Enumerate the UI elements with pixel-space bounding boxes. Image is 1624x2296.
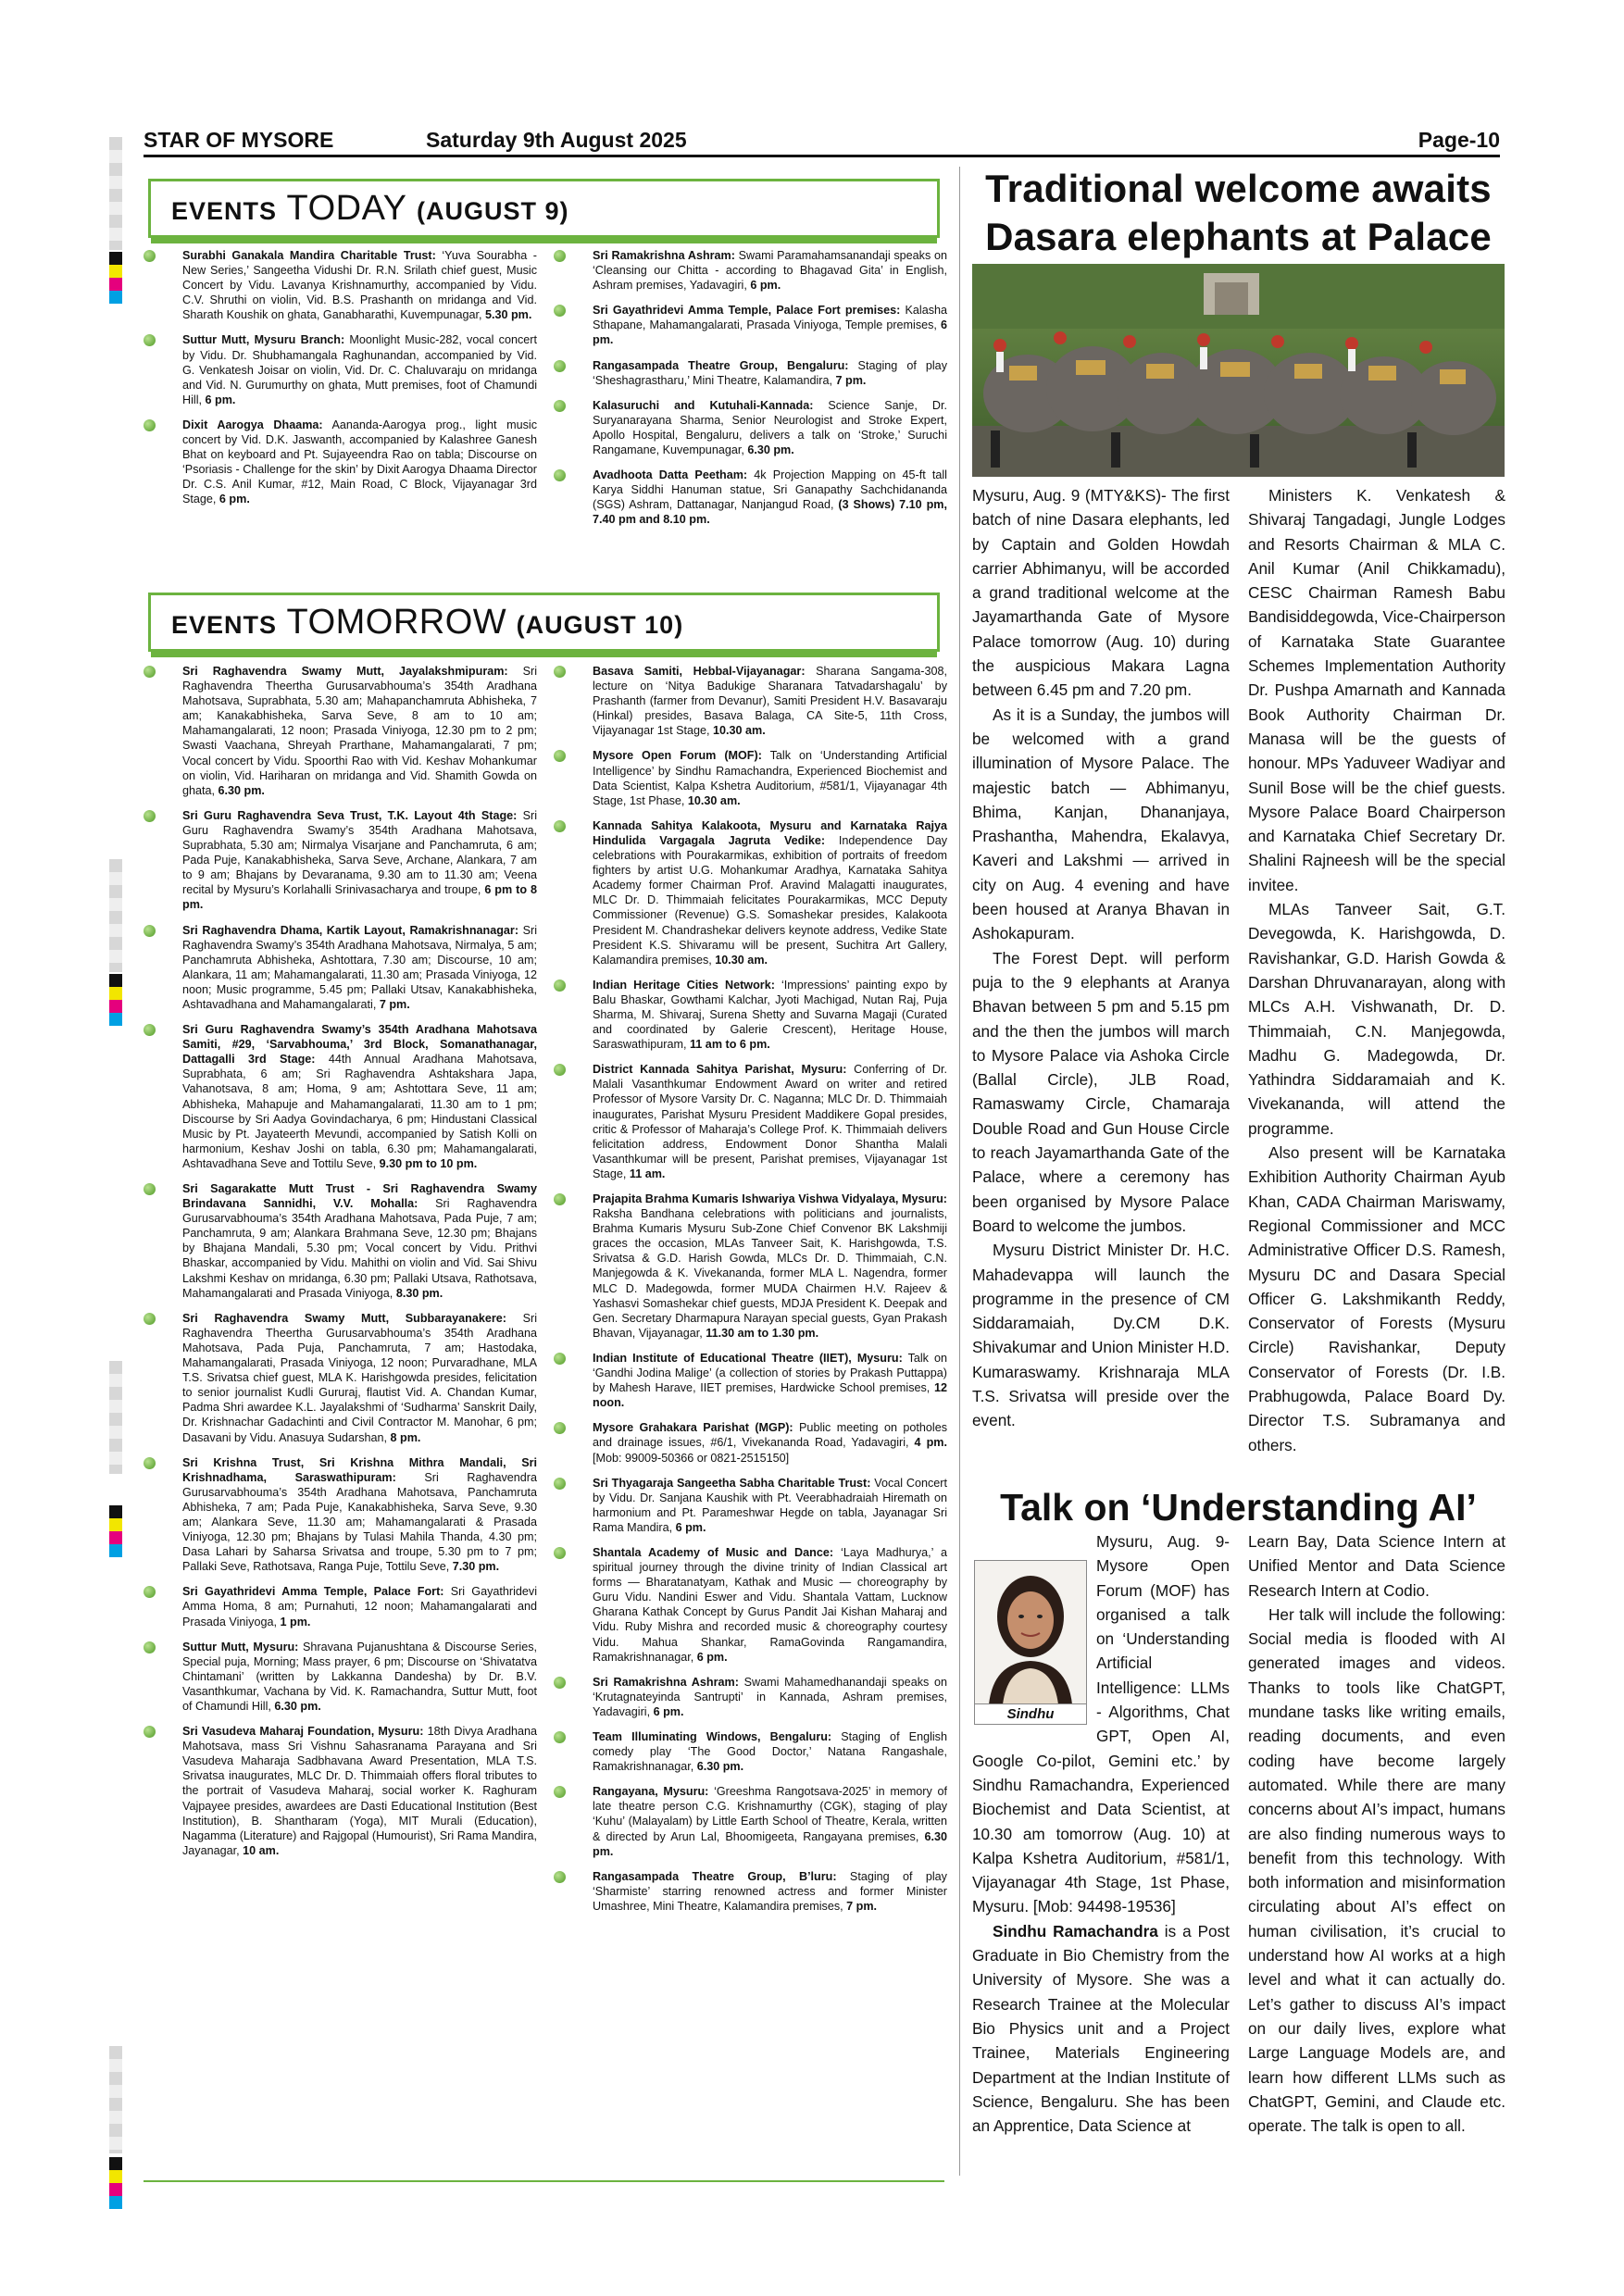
event-organiser: Sri Raghavendra Swamy Mutt, Subbarayanakere: [182, 1311, 506, 1325]
event-listing [554, 978, 947, 1052]
event-details: Raksha Bandhana celebrations with politicians and journalists, Brahma Kumaris Mysuru Sub-Zone Chief Convenor BK Lakshmiji graces the occasion, MLAs Tanveer Sait, K. Harishgowda, T.S. Srivatsa & G.D. Harish Gowda, MLCs Dr. D. Thimmaiah, C.N. Manjegowda & K. Vivekananda, former MLA L. Nagendra, former MLC D. Madegowda, former MUDA Chairmen H.V. Rajeev & Yashasvi Somashekar chief guests, MDJA President K. Deepak and Gen. Secretary Dharmapura Narayan special guests, Gyan Prakash Bhavan, Vijayanagar, [593, 1207, 947, 1340]
event-contact: [Mob: 99009-50366 or 0821-2515150] [593, 1451, 790, 1465]
event-details: Sri Raghavendra Gurusarvabhouma’s 354th Aradhana Mahotsava, Panchamruta Abhisheka, 7 am; Pada Puje, Kanakabhisheka, Sarva Seve, 9.30 am; Alankara Seve, 11.30 am; Mahamangalarati & Prasada Viniyoga, 12.30 pm; Bhajans by Tulasi Mahila Thanda, 4.30 pm; Dasa Lahari by Saharsa Srivatsa and troupe, 5.30 pm to 7 pm; Pallaki Seve, Rathotsava, Ranga Puje, Tottilu Seve, [182, 1470, 537, 1574]
bullet-icon [554, 469, 566, 481]
speaker-bio: is a Post Graduate in Bio Chemistry from the University of Mysore. She was a Research Trainee at the Molecular Bio Physics unit and a Project Trainee, Materials Engineering Department at the Indian Institute of Science, Bengaluru. She has been an Apprentice, Data Science at [972, 1921, 1230, 2136]
article-paragraph: Ministers K. Venkatesh & Shivaraj Tangadagi, Jungle Lodges and Resorts Chairman & MLA C. Anil Kumar (Anil Chikkamadu), CESC Chairman Ramesh Babu Bandisiddegowda, Vice-Chairperson of Karnataka State Guarantee Schemes Implementation Authority Dr. Pushpa Amarnath and Kannada Book Authority Chairman Dr. Manasa will be the guests of honour. MPs Yaduveer Wadiyar and Sunil Bose will be the chief guests. Mysore Palace Board Chairperson and Karnataka Chief Secretary Dr. Shalini Rajneesh will be the special invitee. [1248, 486, 1505, 894]
event-details: ‘Impressions’ painting expo by Balu Bhaskar, Gowthami Kalchar, Jyoti Machigad, Nutan Raj, Puja Sharma, M. Shivaraj, Surena Shetty and Suvarna Magaji (Curated and coordinated by Galerie Crescent), Heritage House, Saraswathipuram, [593, 978, 947, 1052]
bullet-icon [144, 250, 156, 262]
event-details: Talk on ‘Gandhi Jodina Malige’ (a collection of stories by Prakash Puttappa) by Mahesh Harave, IIET premises, Hardwicke School premises, [593, 1351, 947, 1395]
event-organiser: Sri Ramakrishna Ashram: [593, 1675, 739, 1689]
event-time: 11.30 am to 1.30 pm. [706, 1326, 819, 1340]
event-details: 44th Annual Aradhana Mahotsava, Suprabhata, 6 am; Sri Raghavendra Ashtakshara Japa, Vahanotsava, 8 am; Homa, 9 am; Ashtottara Seve, 11 am; Abhisheka, Mahapuje and Mahamangalarati, 11.30 am to 1 pm; Discourse by Sri Aadya Govindacharya, 6 pm; Hindustani Classical Music by Pt. Jayateerth Mevundi, accompanied by Satish Kolli on harmonium, Keshav Joshi on tabla, 6.30 pm; Mahamangalarati, Ashtavadhana Seve and Tottilu Seve, [182, 1053, 537, 1170]
event-organiser: Mysore Grahakara Parishat (MGP): [593, 1421, 793, 1435]
event-time: 8 pm. [390, 1430, 421, 1444]
bullet-icon [144, 1641, 156, 1653]
events-today-banner [148, 179, 940, 238]
article-headline-elephants: Traditional welcome awaits Dasara elephants at Palace [985, 167, 1492, 258]
event-organiser: Indian Institute of Educational Theatre (IIET), Mysuru: [593, 1351, 903, 1365]
event-listing [144, 1455, 537, 1575]
bullet-icon [554, 1422, 566, 1434]
event-time: 6 pm. [675, 1520, 706, 1534]
article-paragraph: Her talk will include the following: Social media is flooded with AI generated images and videos. Thanks to tools like ChatGPT, mundane tasks like writing emails, reading documents, and even coding have become largely automated. While there are many concerns about AI’s impact, humans are also finding numerous ways to benefit from this technology. With both information and misinformation circulating about AI’s effect on human civilisation, it’s crucial to understand how AI works at a high level and what it can actually do. Let’s gather to discuss AI’s impact on our daily lives, explore what Large Language Models are, and learn how different LLMs such as ChatGPT, Gemini, and Claude etc. operate. The talk is open to all. [1248, 1604, 1505, 2136]
register-strip [109, 859, 122, 972]
event-organiser: Sri Raghavendra Dhama, Kartik Layout, Ramakrishnanagar: [182, 923, 519, 937]
event-details: Conferring of Dr. Malali Vasanthkumar Endowment Award on writer and retired Professor of Mysore Varsity Dr. C. Naganna; MLC Dr. D. Thimmaiah inaugurates, Parishat Mysuru President Maddikere Gopal presides, critic & Professor of Maharaja’s College Prof. K. Thimmaiah delivers felicitation address, Endowment Donor Shantha Malali Vasanthkumar will be present, Parishat premises, Vijayanagar 1st Stage, [593, 1063, 947, 1180]
article-ai-col2 [1248, 1529, 1505, 2138]
event-details: ‘Laya Madhurya,’ a spiritual journey through the divine trinity of Indian Classical art forms — Bharatanatyam, Kathak and Music — choreography by Guru Vidu. Nandini Eswer and Vidu. Shantala Vattam, Lucknow Gharana Kathak Concept by Gurus Pandit Jai Kishan Maharaj and Vidu. Ruby Mishra and recorded music & choreography courtesy Vidu. Mahua Shankar, RamaGovinda Rangamandira, Ramakrishnanagar, [593, 1545, 947, 1664]
event-organiser: Rangasampada Theatre Group, Bengaluru: [593, 358, 849, 372]
article-paragraph: Mysuru, Aug. 9 (MTY&KS)- The first batch of nine Dasara elephants, led by Captain and Golden Howdah carrier Abhimanyu, will be accorded a grand traditional welcome at the Jayamarthanda Gate of Mysore Palace tomorrow (Aug. 10) during the auspicious Makara Lagna between 6.45 pm and 7.20 pm. [972, 486, 1230, 700]
color-register-marks [109, 1505, 122, 1557]
event-time: 6 pm. [593, 318, 947, 347]
event-details: Sharana Sangama-308, lecture on ‘Nitya Badukige Sharanara Tatvadarshagalu’ by Prashanth (farmer from Devanur), Samiti President H.V. Basavaraju (Hinkal) presides, Basava Balaga, CA Site-5, 11th Cross, Vijayanagar 1st Stage, [593, 665, 947, 738]
event-details: Sri Guru Raghavendra Swamy’s 354th Aradhana Mahotsava, Suprabhata, 5.30 am; Nirmalya Visarjane and Panchamruta, 6 am; Pada Puje, Kanakabhisheka, Sarva Seve, Archane, Alankara, 7 am to 9 am; Bhajans by Devaranama, 9.30 am to 11.30 am; Veena recital by Mysuru’s Korlahalli Srinivasacharya and troupe, [182, 808, 537, 897]
event-organiser: Basava Samiti, Hebbal-Vijayanagar: [593, 665, 806, 678]
page-number: Page-10 [1418, 128, 1500, 152]
register-strip [109, 2046, 122, 2153]
event-details: Sri Raghavendra Theertha Gurusarvabhouma’s 354th Aradhana Mahotsava, Suprabhata, 5.30 am; Mahapanchamruta Abhisheka, 7 am; Kanakabhisheka, Sarva Seve, 8 am to 10 am; Mahamangalarati, 12 noon; Prasada Viniyoga, 12.30 pm to 2 pm; Swasti Vaachana, Shreyah Prarthane, Mahamangalarati, 7 pm; Vocal concert by Vidu. Spoorthi Rao with Vid. Keshav Mohankumar on violin, Vid. Hariharan on mridanga and Vid. Shamith Gowda on ghata, [182, 665, 538, 797]
bullet-icon [554, 1478, 566, 1490]
event-listing [554, 358, 947, 388]
event-details: Public meeting on potholes and drainage issues, #6/1, Vivekananda Road, Yadavagiri, [593, 1421, 947, 1450]
event-details: Kalasha Sthapane, Mahamangalarati, Prasada Viniyoga, Temple premises, [593, 304, 948, 332]
publication-name: STAR OF MYSORE [144, 128, 334, 152]
event-time: 7 pm. [846, 1899, 878, 1913]
article-paragraph: Mysuru, Aug. 9- Mysore Open Forum (MOF) has organised a talk on ‘Understanding Artificial Intelligence: LLMs - Algorithms, Chat GPT, Open AI, Google Co-pilot, Gemini etc.’ by Sindhu Ramachandra, Experienced Biochemist and Data Scientist, at 10.30 am tomorrow (Aug. 10) at Kalpa Kshetra Auditorium, #581/1, Vijayanagar 4th Stage, 1st Phase, Mysuru. [Mob: 94498-19536] [972, 1532, 1230, 1916]
event-listing [554, 398, 947, 457]
bullet-icon [554, 820, 566, 832]
event-organiser: Sri Raghavendra Swamy Mutt, Jayalakshmipuram: [182, 665, 508, 678]
event-organiser: Rangasampada Theatre Group, B’luru: [593, 1869, 837, 1883]
event-time: 6 pm. [219, 493, 250, 506]
bullet-icon [554, 1677, 566, 1689]
bullet-icon [144, 1457, 156, 1469]
event-details: Staging of play ‘Sharmiste’ starring renowned actress and former Minister Umashree, Mini Theatre, Kalamandira premises, [593, 1869, 947, 1913]
event-time: 6.30 pm. [274, 1700, 321, 1713]
bullet-icon [144, 1183, 156, 1195]
event-listing [144, 1181, 537, 1301]
event-organiser: Rangayana, Mysuru: [593, 1785, 709, 1799]
bullet-icon [554, 1786, 566, 1798]
color-register-marks [109, 974, 122, 1026]
article-paragraph [972, 1919, 1230, 2139]
event-listing [554, 1062, 947, 1181]
article-paragraph: Mysuru District Minister Dr. H.C. Mahadevappa will launch the programme in the presence of CM Siddaramaiah, Dy.CM D.K. Shivakumar and Union Minister H.D. Kumaraswamy. Krishnaraja MLA T.S. Srivatsa will preside over the event. [972, 1241, 1230, 1430]
event-organiser: Sri Gayathridevi Amma Temple, Palace Fort premises: [593, 304, 901, 318]
event-listing [144, 418, 537, 507]
event-time: 6 pm. [750, 279, 781, 293]
event-time: 9.30 pm to 10 pm. [379, 1156, 478, 1170]
bullet-icon [144, 1586, 156, 1598]
event-time: 6 pm to 8 pm. [182, 883, 537, 912]
article-paragraph: As it is a Sunday, the jumbos will be welcomed with a grand illumination of Mysore Palace. The majestic batch — Abhimanyu, Bhima, Kanjan, Dhananjaya, Prashantha, Mahendra, Ekalavya, Kaveri and Lakshmi — arrived in city on Aug. 4 evening and have been housed at Aranya Bhavan in Ashokapuram. [972, 705, 1230, 943]
event-listing [144, 1640, 537, 1714]
event-listing [554, 818, 947, 967]
article-ai-col1 [972, 1529, 1230, 2138]
issue-date: Saturday 9th August 2025 [426, 128, 687, 152]
events-tomorrow-title: EVENTS TOMORROW (AUGUST 10) [171, 603, 684, 642]
event-time: 11 am. [629, 1167, 666, 1180]
event-organiser: Shantala Academy of Music and Dance: [593, 1545, 834, 1559]
event-details: Staging of play ‘Sheshagrastharu,’ Mini Theatre, Kalamandira, [593, 358, 947, 387]
event-listing [144, 248, 537, 322]
event-organiser: Sri Gayathridevi Amma Temple, Palace Fort: [182, 1585, 444, 1599]
event-listing [144, 664, 537, 798]
event-time: 4 pm. [914, 1436, 947, 1450]
event-time: 10 am. [243, 1843, 280, 1857]
bullet-icon [554, 250, 566, 262]
event-organiser: Dixit Aarogya Dhaama: [182, 418, 323, 431]
event-listing [144, 923, 537, 1013]
events-today-left-column [144, 248, 537, 518]
event-time: (3 Shows) 7.10 pm, 7.40 pm and 8.10 pm. [593, 498, 947, 527]
event-details: Swami Paramahamsanandaji speaks on ‘Cleansing our Chitta - according to Bhagavad Gita’ in English, Ashram premises, Yadavagiri, [593, 249, 947, 293]
event-details: Aananda-Aarogya prog., light music concert by Vid. D.K. Jaswanth, accompanied by Kalashree Ganesh Bhat on keyboard and Pt. Sujayeendra Rao on tabla; Discourse on ‘Psoriasis - Challenge for the skin’ by Dixit Aarogya Dhaama Director Dr. C.S. Anil Kumar, #12, Main Road, C Block, Vijayanagar 3rd Stage, [182, 418, 537, 506]
event-listing [144, 808, 537, 913]
event-listing [554, 1729, 947, 1774]
bullet-icon [144, 666, 156, 678]
bullet-icon [554, 305, 566, 317]
event-listing [144, 1584, 537, 1628]
speaker-name: Sindhu Ramachandra [993, 1921, 1158, 1940]
event-organiser: Suttur Mutt, Mysuru Branch: [182, 333, 345, 347]
event-time: 11 am to 6 pm. [690, 1038, 770, 1052]
register-strip [109, 1361, 122, 1474]
event-organiser: Sri Guru Raghavendra Swamy’s 354th Aradhana Mahotsava Samiti, #29, ‘Sarvabhouma,’ 3rd Block, Somanathanagar, Dattagalli 3rd Stage: [182, 1023, 537, 1067]
event-time: 6.30 pm. [593, 1829, 947, 1858]
event-details: Science Sanje, Dr. Suryanarayana Sharma, Senior Neurologist and Stroke Expert, Apollo Hospital, Bengaluru, delivers a talk on ‘Stroke,’ Suruchi Rangamane, Kuvempunagar, [593, 398, 947, 457]
event-details: Talk on ‘Understanding Artificial Intelligence’ by Sindhu Ramachandra, Experienced Biochemist and Data Scientist, Kalpa Kshetra Auditorium, #581/1, Vijayanagar 4th Stage, 1st Phase, [593, 749, 947, 807]
event-time: 10.30 am. [715, 953, 768, 967]
event-organiser: Suttur Mutt, Mysuru: [182, 1640, 299, 1653]
color-register-marks [109, 2157, 122, 2209]
event-time: 5.30 pm. [484, 308, 532, 322]
events-tomorrow-banner [148, 593, 940, 652]
events-today-right-column [554, 248, 947, 538]
bullet-icon [554, 1871, 566, 1883]
event-time: 6.30 pm. [696, 1760, 744, 1774]
event-organiser: Kannada Sahitya Kalakoota, Mysuru and Karnataka Rajya Hindulida Vargagala Jagruta Vedike: [593, 818, 947, 847]
event-listing [144, 1311, 537, 1445]
bullet-icon [144, 925, 156, 937]
event-time: 7 pm. [835, 373, 867, 387]
article-elephants-col1 [972, 483, 1230, 1433]
bullet-icon [554, 980, 566, 992]
article-paragraph: Learn Bay, Data Science Intern at Unified Mentor and Data Science Research Intern at Codio. [1248, 1532, 1505, 1600]
article-paragraph: The Forest Dept. will perform puja to the 9 elephants at Aranya Bhavan between 5 pm and 5.15 pm and the then the jumbos will march to Mysore Palace via Ashoka Circle (Ballal Circle), JLB Road, Ramaswamy Circle, Chamaraja Double Road and Gun House Circle to reach Jayamarthanda Gate of the Palace, where a ceremony has been organised by Mysore Palace Board to welcome the jumbos. [972, 948, 1230, 1235]
event-details: Shravana Pujanushtana & Discourse Series, Special puja, Morning; Mass prayer, 6 pm; Discourse on ‘Shivatatva Chintamani’ (written by Lakkanna Dandesha) by Dr. B.V. Vasanthkumar, Vachana by Vid. K. Ramachandra, Suttur Mutt, foot of Chamundi Hill, [182, 1640, 537, 1713]
event-listing [144, 1022, 537, 1171]
events-today-title: EVENTS TODAY (AUGUST 9) [171, 189, 569, 228]
photo-caption: Sindhu [975, 1703, 1086, 1724]
column-divider [959, 167, 960, 2176]
event-time: 10.30 am. [713, 724, 766, 738]
event-organiser: Mysore Open Forum (MOF): [593, 749, 762, 763]
events-tomorrow-left-column [144, 664, 537, 1868]
bullet-icon [554, 1547, 566, 1559]
event-listing [144, 1724, 537, 1858]
bullet-icon [554, 666, 566, 678]
bullet-icon [554, 1064, 566, 1076]
event-organiser: Avadhoota Datta Peetham: [593, 468, 748, 482]
event-organiser: Prajapita Brahma Kumaris Ishwariya Vishwa Vidyalaya, Mysuru: [593, 1192, 947, 1205]
event-listing [554, 1784, 947, 1858]
event-details: Vocal Concert by Vidu. Dr. Sanjana Kaushik with Pt. Veerabhadraiah Hiremath on harmonium and Pt. Parameshwar Hegde on tabla, Jayanagar Sri Rama Mandira, [593, 1476, 947, 1534]
bullet-icon [554, 750, 566, 762]
event-listing [554, 248, 947, 293]
event-details: Swami Mahamedhanandaji speaks on ‘Krutagnateyinda Santrupti’ in Kannada, Ashram premises, Yadavagiri, [593, 1675, 947, 1718]
bullet-icon [144, 1024, 156, 1036]
event-listing [554, 1476, 947, 1535]
event-time: 8.30 pm. [395, 1286, 443, 1300]
event-listing [554, 1351, 947, 1410]
bullet-icon [144, 419, 156, 431]
event-time: 6 pm. [696, 1650, 728, 1664]
event-organiser: Kalasuruchi and Kutuhali-Kannada: [593, 398, 814, 412]
bullet-icon [144, 810, 156, 822]
bullet-icon [554, 400, 566, 412]
event-details: Staging of English comedy play ‘The Good Doctor,’ Natana Rangashale, Ramakrishnanagar, [593, 1730, 947, 1774]
event-time: 6.30 pm. [218, 783, 265, 797]
bullet-icon [554, 360, 566, 372]
register-strip [109, 137, 122, 250]
event-details: Independence Day celebrations with Pourakarmikas, exhibition of portraits of freedom fighters by artist U.G. Mohankumar Aradhya, Karnataka Sahitya Academy former Chairman Prof. Aravind Malagatti inaugurates, MLC Dr. D. Thimmaiah felicitates Pourakarmikas, MCC Deputy Commissioner (Revenue) G.S. Somashekar presides, Kalakoota President M. Chandrashekar delivers keynote address, Vedike State President K.S. Shivaramu will be present, Suchitra Art Gallery, Kalamandira premises, [593, 833, 947, 967]
elephants-photo [972, 264, 1505, 477]
event-listing [554, 1192, 947, 1341]
article-paragraph: Also present will be Karnataka Exhibition Authority Chairman Ayub Khan, CADA Chairman Mariswamy, Regional Commissioner and MCC Administrative Officer D.S. Ramesh, Mysuru DC and Dasara Special Officer G. Lakshmikanth Reddy, Conservator of Forests (Mysuru Circle) Ravishankar, Deputy Conservator of Forests (Dr. I.B. Prabhugowda, Palace Board Dy. Director T.S. Subramanya and others. [1248, 1143, 1505, 1454]
event-listing [554, 748, 947, 807]
event-listing [144, 332, 537, 406]
event-details: 4k Projection Mapping on 45-ft tall Karya Siddhi Hanuman statue, Sri Ganapathy Sachchidananda (SGS) Ashram, Dattanagar, Nanjangud Road, [593, 468, 947, 512]
bullet-icon [554, 1353, 566, 1365]
event-listing [554, 1675, 947, 1719]
article-paragraph: MLAs Tanveer Sait, G.T. Devegowda, K. Harishgowda, D. Ravishankar, G.D. Harish Gowda & Darshan Dhruvanarayan, along with MLCs A.H. Vishwanath, Dr. D. Thimmaiah, C.N. Manjegowda, Madhu G. Madegowda, Dr. Yathindra Siddaramaiah and K. Vivekananda, will attend the programme. [1248, 900, 1505, 1138]
bullet-icon [144, 334, 156, 346]
event-listing [554, 303, 947, 347]
bullet-icon [554, 1731, 566, 1743]
page-header [144, 126, 1500, 157]
event-organiser: Indian Heritage Cities Network: [593, 978, 775, 992]
article-headline-ai-talk: Talk on ‘Understanding AI’ [1000, 1486, 1477, 1529]
photo-wrap-space [972, 1529, 1096, 1726]
event-details: Sri Gayathridevi Amma Homa, 8 am; Purnahuti, 12 noon; Mahamangalarati and Prasada Viniyoga, [182, 1585, 537, 1628]
event-listing [554, 664, 947, 738]
color-register-marks [109, 252, 122, 304]
event-details: Sri Raghavendra Gurusarvabhouma’s 354th Aradhana Mahotsava, Pada Puje, 7 am; Panchamruta, 9 am; Alankara Brahmana Seve, 12.30 pm; Bhajans by Bhajana Mandali, 5.30 pm; Vocal concert by Vidu. Prithvi Bhaskar, accompanied by Vidu. Mahithi on violin and Vid. Sai Shivu Lakshmi Keshav on mridanga, 6.30 pm; Pallaki Utsava, Rathotsava, Mahamangalarati and Prasada Viniyoga, [182, 1197, 537, 1300]
event-organiser: Sri Thyagaraja Sangeetha Sabha Charitable Trust: [593, 1476, 871, 1490]
event-time: 7 pm. [379, 997, 410, 1011]
bullet-icon [144, 1313, 156, 1325]
event-organiser: Sri Sagarakatte Mutt Trust - Sri Raghavendra Swamy Brindavana Sannidhi, V.V. Mohalla: [182, 1182, 537, 1211]
event-time: 12 noon. [593, 1381, 947, 1410]
events-tomorrow-right-column [554, 664, 947, 1924]
event-details: ‘Yuva Sourabha - New Series,’ Sangeetha Vidushi Dr. R.N. Srilath chief guest, Music Concert by Vidu. Lavanya Krishnamurthy, accompanied by Vidu. C.V. Shruthi on violin, Vid. B.S. Prashanth on mridanga and Vid. Sharath Koushik on ghata, Ganabharathi, Kuvempunagar, [182, 249, 537, 322]
event-listing [554, 1420, 947, 1465]
event-time: 1 pm. [280, 1615, 311, 1628]
section-bottom-rule [144, 2180, 944, 2182]
event-details: Sri Raghavendra Swamy’s 354th Aradhana Mahotsava, Nirmalya, 5 am; Panchamruta Abhisheka, Ashtottara, 7.30 am; Discourse, 10 am; Alankara, 11 am; Mahamangalarati, 11.30 am; Prasada Viniyoga, 12 noon; Music programme, 5.45 pm; Pallaki Utsav, Kanakabhisheka, Ashtavadhana and Mahamangalarati, [182, 923, 537, 1011]
bullet-icon [144, 1726, 156, 1738]
event-organiser: District Kannada Sahitya Parishat, Mysuru: [593, 1063, 847, 1077]
event-time: 10.30 am. [687, 793, 741, 807]
event-organiser: Surabhi Ganakala Mandira Charitable Trust: [182, 249, 436, 262]
event-listing [554, 468, 947, 527]
event-time: 7.30 pm. [452, 1560, 500, 1574]
event-details: Moonlight Music-282, vocal concert by Vidu. Dr. Shubhamangala Raghunandan, accompanied by Vid. G. Venkatesh Joisar on violin, Vid. Dr. C. Chaluvaraju on mridanga and Vid. N. Gurumurthy on ghata, Mutt premises, foot of Chamundi Hill, [182, 333, 537, 406]
event-time: 6 pm. [205, 393, 236, 406]
bullet-icon [554, 1193, 566, 1205]
event-organiser: Sri Ramakrishna Ashram: [593, 249, 735, 262]
event-time: 6 pm. [653, 1704, 684, 1718]
event-organiser: Sri Krishna Trust, Sri Krishna Mithra Mandali, Sri Krishnadhama, Saraswathipuram: [182, 1455, 537, 1484]
event-details: Sri Raghavendra Theertha Gurusarvabhouma’s 354th Aradhana Mahotsava, Pada Puja, Panchamruta, 7 am; Hastodaka, Mahamangalarati, Prasada Viniyoga, 12 noon; Purvaradhane, MLA T.S. Srivatsa chief guest, MLA K. Harishgowda presides, felicitation to senior journalist Kudli Gururaj, flautist Vid. A. Chandan Kumar, Padma Shri awardee K.L. Jayalakshmi of ‘Sudharma’ Sanskrit Daily, Dr. Krishnachar Gadachinti and Civil Contractor M. Manohar, 6 pm; Dasavani by Vidu. Anasuya Sudarshan, [182, 1311, 537, 1444]
event-listing [554, 1869, 947, 1914]
event-details: 18th Divya Aradhana Mahotsava, mass Sri Vishnu Sahasranama Parayana and Sri Vasudeva Maharaja Sadbhavana Award Presentation, MLA T.S. Srivatsa inaugurates, MLC Dr. D. Thimmaiah offers floral tributes to the portrait of Vasudeva Maharaj, social worker K. Raghuram Vajpayee presides, awardees are Dasti Educational Institution (Best Institution), B. Shantharam (Yoga), MIT Murali (Education), Nagamma (Literature) and Rajgopal (Humourist), Sri Rama Mandira, Jayanagar, [182, 1725, 538, 1857]
article-elephants-col2 [1248, 483, 1505, 1457]
event-time: 6.30 pm. [747, 443, 794, 457]
event-details: ‘Greeshma Rangotsava-2025’ in memory of late theatre person C.G. Krishnamurthy (CGK), staging of play ‘Kuhu’ (Malayalam) by Little Earth School of Theatre, Kerala, written & directed by Arun Lal, Bhoomigeeta, Rangayana premises, [593, 1785, 948, 1843]
event-organiser: Sri Vasudeva Maharaj Foundation, Mysuru: [182, 1725, 424, 1739]
event-listing [554, 1545, 947, 1665]
event-organiser: Team Illuminating Windows, Bengaluru: [593, 1730, 832, 1743]
event-organiser: Sri Guru Raghavendra Seva Trust, T.K. Layout 4th Stage: [182, 808, 518, 822]
